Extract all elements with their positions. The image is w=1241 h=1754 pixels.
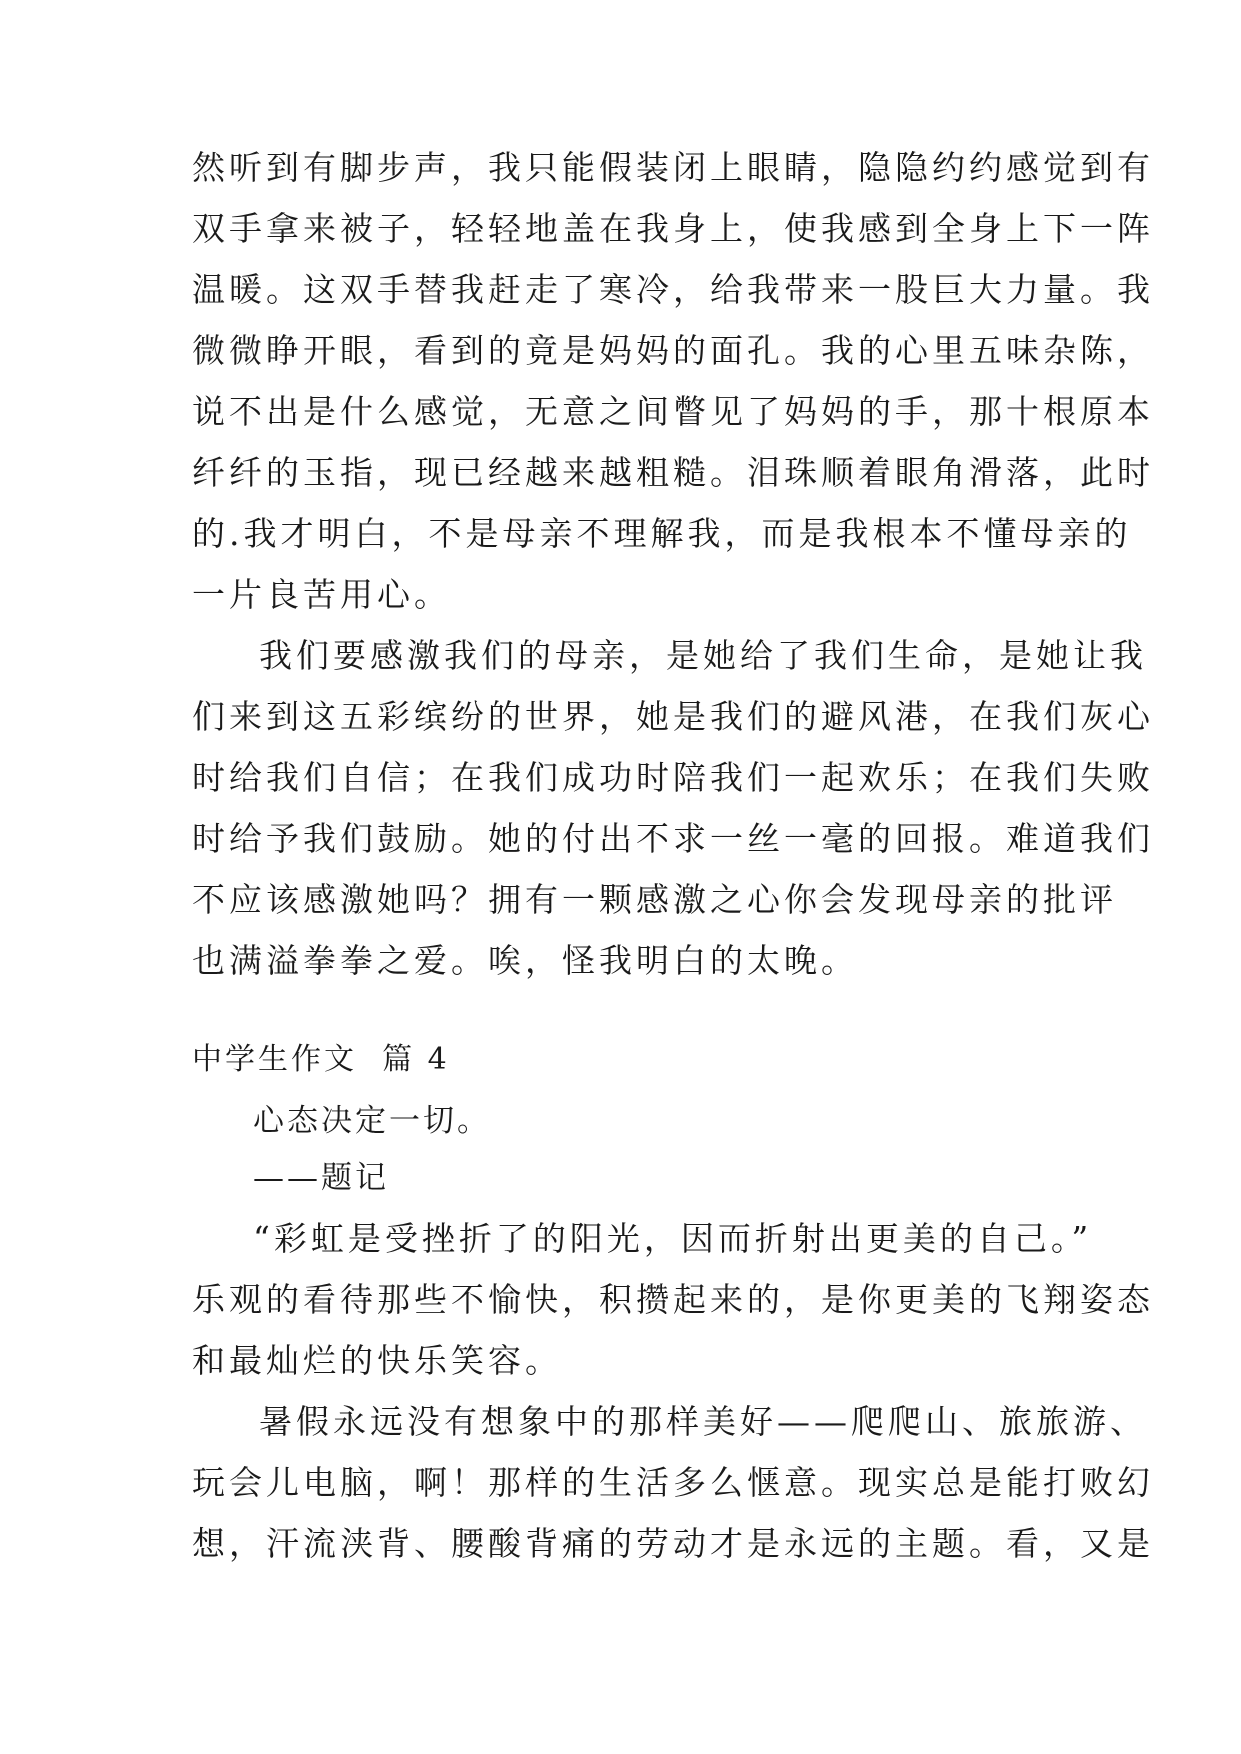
paragraph-line: 温暖。这双手替我赶走了寒冷，给我带来一股巨大力量。我 [192, 270, 1154, 309]
paragraph-line: 说不出是什么感觉，无意之间瞥见了妈妈的手，那十根原本 [192, 392, 1154, 431]
paragraph-line: 我们要感激我们的母亲，是她给了我们生命，是她让我 [259, 636, 1147, 675]
paragraph-line: 不应该感激她吗？拥有一颗感激之心你会发现母亲的批评 [192, 880, 1117, 919]
paragraph-line: 玩会儿电脑，啊！那样的生活多么惬意。现实总是能打败幻 [192, 1463, 1154, 1502]
paragraph-line: “彩虹是受挫折了的阳光，因而折射出更美的自己。” [253, 1219, 1093, 1258]
paragraph-line: 想，汗流浃背、腰酸背痛的劳动才是永远的主题。看，又是 [192, 1524, 1154, 1563]
paragraph-line: 时给予我们鼓励。她的付出不求一丝一毫的回报。难道我们 [192, 819, 1154, 858]
paragraph-line: 一片良苦用心。 [192, 575, 451, 614]
paragraph-line: 纤纤的玉指，现已经越来越粗糙。泪珠顺着眼角滑落，此时 [192, 453, 1154, 492]
paragraph-line: 的.我才明白，不是母亲不理解我，而是我根本不懂母亲的 [192, 514, 1132, 553]
paragraph-line: 然听到有脚步声，我只能假装闭上眼睛，隐隐约约感觉到有 [192, 148, 1154, 187]
paragraph-line: 微微睁开眼，看到的竟是妈妈的面孔。我的心里五味杂陈， [192, 331, 1154, 370]
epigraph-attribution: ——题记 [253, 1160, 389, 1196]
article-heading: 中学生作文 篇 4 [192, 1042, 450, 1077]
paragraph-line: 双手拿来被子，轻轻地盖在我身上，使我感到全身上下一阵 [192, 209, 1154, 248]
paragraph-line: 乐观的看待那些不愉快，积攒起来的，是你更美的飞翔姿态 [192, 1280, 1154, 1319]
paragraph-line: 也满溢拳拳之爱。唉，怪我明白的太晚。 [192, 941, 858, 980]
paragraph-line: 们来到这五彩缤纷的世界，她是我们的避风港，在我们灰心 [192, 697, 1154, 736]
epigraph: 心态决定一切。 [253, 1103, 491, 1139]
paragraph-line: 时给我们自信；在我们成功时陪我们一起欢乐；在我们失败 [192, 758, 1154, 797]
paragraph-line: 暑假永远没有想象中的那样美好——爬爬山、旅旅游、 [259, 1402, 1147, 1441]
paragraph-line: 和最灿烂的快乐笑容。 [192, 1341, 562, 1380]
